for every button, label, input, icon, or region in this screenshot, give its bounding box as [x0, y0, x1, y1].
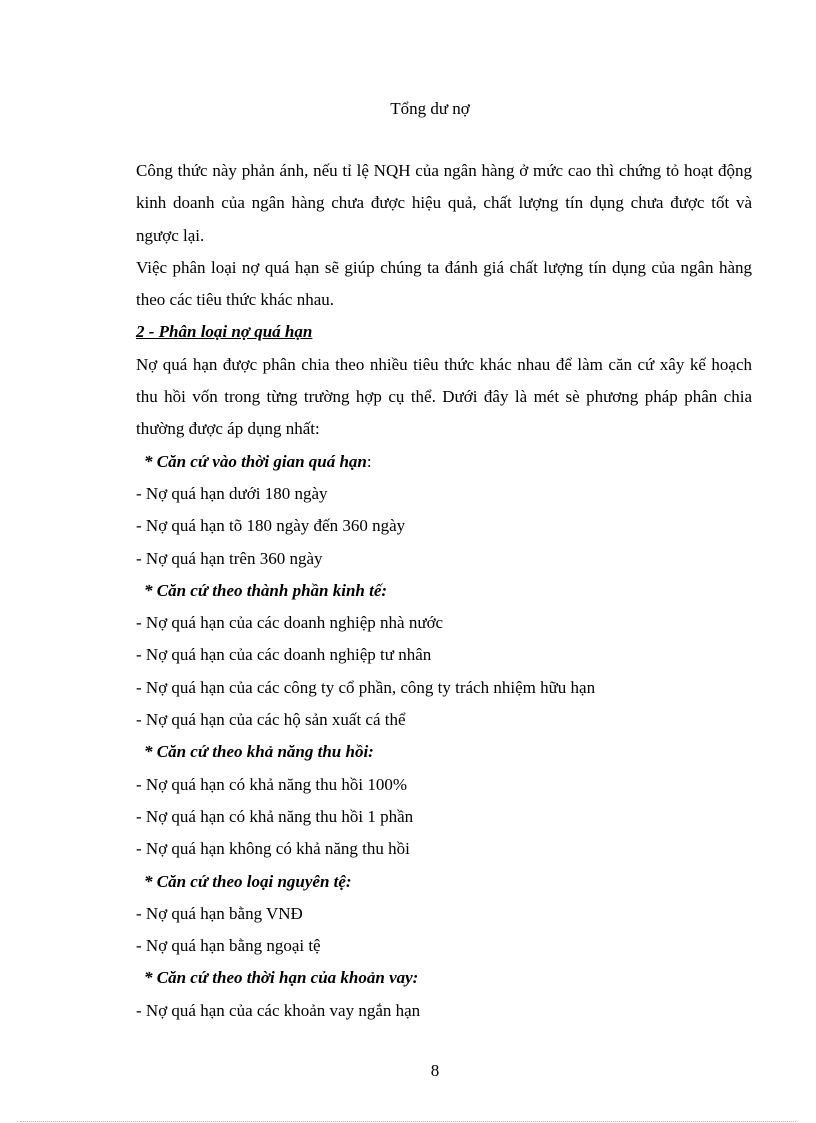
- criterion-heading: [136, 962, 752, 994]
- list-item: - Nợ quá hạn bằng VNĐ: [136, 903, 303, 923]
- page-number: 8: [430, 1061, 440, 1080]
- criterion-heading: [136, 446, 752, 478]
- list-item: - Nợ quá hạn trên 360 ngày: [136, 548, 323, 568]
- list-item: - Nợ quá hạn của các công ty cổ phần, công ty trách nhiệm hữu hạn: [136, 677, 596, 697]
- list-item: - Nợ quá hạn bằng ngoại tệ: [136, 936, 321, 956]
- list-item: - Nợ quá hạn tõ 180 ngày đến 360 ngày: [136, 516, 406, 536]
- section-intro: Nợ quá hạn được phân chia theo nhiều tiêu thức khác nhau để làm căn cứ xây kế hoạch thu hồi vốn trong từng trường hợp cụ thể. Dưới đây là mét sè phương pháp phân chia thường được áp dụng nhất:: [136, 354, 752, 439]
- list-item: - Nợ quá hạn dưới 180 ngày: [136, 483, 328, 503]
- criterion-heading: [136, 866, 752, 898]
- paragraph-npl-ratio-meaning: Công thức này phản ánh, nếu tỉ lệ NQH của ngân hàng ở mức cao thì chứng tỏ hoạt động kinh doanh của ngân hàng chưa được hiệu quả, chất lượng tín dụng chưa được tốt và ngược lại.: [136, 161, 752, 245]
- criterion-title: * Căn cứ theo loại nguyên tệ:: [144, 871, 352, 891]
- list-item: - Nợ quá hạn có khả năng thu hồi 100%: [136, 774, 408, 794]
- criterion-heading: [136, 575, 752, 607]
- criterion-heading: [136, 736, 752, 768]
- list-item: - Nợ quá hạn không có khả năng thu hồi: [136, 839, 410, 859]
- section-heading: 2 - Phân loại nợ quá hạn: [136, 322, 313, 342]
- list-item: - Nợ quá hạn của các doanh nghiệp tư nhân: [136, 645, 432, 665]
- criterion-suffix: :: [366, 451, 372, 471]
- formula-denominator: Tổng dư nợ: [390, 99, 470, 118]
- criterion-title: * Căn cứ theo thời hạn của khoản vay:: [144, 968, 419, 988]
- page-bottom-divider: [20, 1121, 796, 1122]
- page-content: [136, 155, 752, 1027]
- list-item: - Nợ quá hạn của các hộ sản xuất cá thể: [136, 710, 406, 730]
- criterion-title: * Căn cứ theo khả năng thu hồi:: [144, 742, 374, 762]
- list-item: - Nợ quá hạn của các doanh nghiệp nhà nước: [136, 613, 444, 633]
- criterion-title: * Căn cứ vào thời gian quá hạn: [144, 451, 367, 471]
- list-item: - Nợ quá hạn có khả năng thu hồi 1 phần: [136, 806, 414, 826]
- list-item: - Nợ quá hạn của các khoản vay ngắn hạn: [136, 1000, 421, 1020]
- paragraph-classification-purpose: Việc phân loại nợ quá hạn sẽ giúp chúng ta đánh giá chất lượng tín dụng của ngân hàng theo các tiêu thức khác nhau.: [136, 257, 752, 310]
- criterion-title: * Căn cứ theo thành phần kinh tế:: [144, 580, 388, 600]
